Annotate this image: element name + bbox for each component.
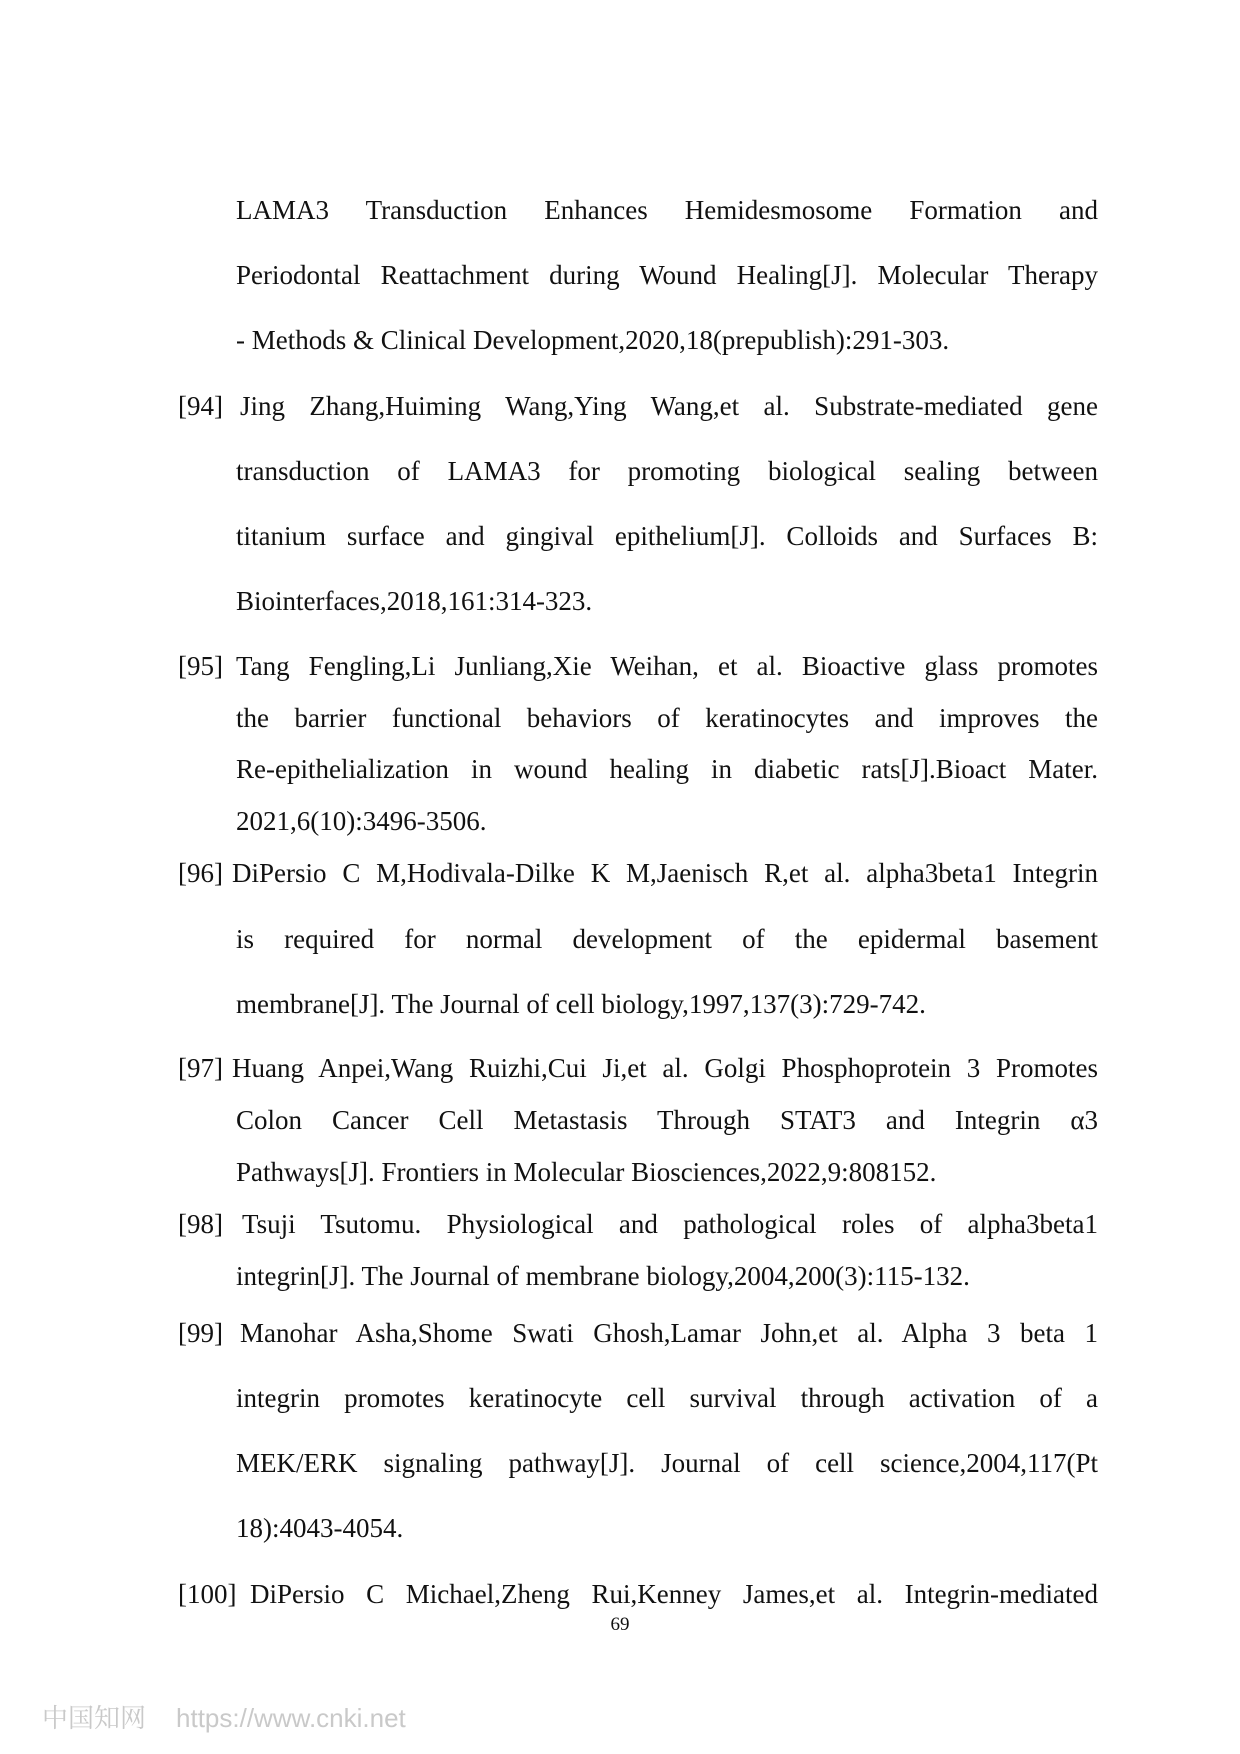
ref-99-line-1: Manohar Asha,Shome Swati Ghosh,Lamar John,et al. Alpha 3 beta 1 <box>240 1318 1098 1348</box>
ref-100-number: [100] <box>178 1579 237 1609</box>
cnki-watermark <box>42 1698 406 1735</box>
ref-99-line-4: 18):4043-4054. <box>236 1513 404 1543</box>
ref-94-line-4: Biointerfaces,2018,161:314-323. <box>236 586 593 616</box>
ref-97-line-3: Pathways[J]. Frontiers in Molecular Biosciences,2022,9:808152. <box>236 1157 937 1187</box>
ref-96-line-3: membrane[J]. The Journal of cell biology,1997,137(3):729-742. <box>236 989 926 1019</box>
ref-94-line-3: titanium surface and gingival epithelium[J]. Colloids and Surfaces B: <box>236 521 1098 551</box>
watermark-url: https://www.cnki.net <box>176 1703 406 1733</box>
ref-99-line-3: MEK/ERK signaling pathway[J]. Journal of cell science,2004,117(Pt <box>236 1448 1098 1478</box>
watermark-brand: 中国知网 <box>42 1703 147 1733</box>
ref-95-line-3: Re-epithelialization in wound healing in diabetic rats[J].Bioact Mater. <box>236 754 1098 784</box>
ref-95-line-4: 2021,6(10):3496-3506. <box>236 806 487 836</box>
ref-95-line-2: the barrier functional behaviors of keratinocytes and improves the <box>236 703 1098 733</box>
ref-93-line-3: - Methods & Clinical Development,2020,18(prepublish):291-303. <box>236 325 950 355</box>
page-number: 69 <box>610 1614 630 1635</box>
ref-94-line-1: Jing Zhang,Huiming Wang,Ying Wang,et al. Substrate-mediated gene <box>240 391 1098 421</box>
ref-96-number: [96] <box>178 858 223 888</box>
ref-99-line-2: integrin promotes keratinocyte cell survival through activation of a <box>236 1383 1098 1413</box>
ref-98-line-2: integrin[J]. The Journal of membrane biology,2004,200(3):115-132. <box>236 1261 970 1291</box>
ref-93-line-2: Periodontal Reattachment during Wound Healing[J]. Molecular Therapy <box>236 260 1098 290</box>
ref-99-number: [99] <box>178 1318 223 1348</box>
ref-97-line-2: Colon Cancer Cell Metastasis Through STAT3 and Integrin α3 <box>236 1105 1098 1135</box>
ref-94-line-2: transduction of LAMA3 for promoting biological sealing between <box>236 456 1098 486</box>
ref-95-number: [95] <box>178 651 223 681</box>
ref-98-line-1: Tsuji Tsutomu. Physiological and pathological roles of alpha3beta1 <box>242 1209 1098 1239</box>
ref-97-number: [97] <box>178 1053 223 1083</box>
ref-93-line-1: LAMA3 Transduction Enhances Hemidesmosome Formation and <box>236 195 1098 225</box>
ref-95-line-1: Tang Fengling,Li Junliang,Xie Weihan, et al. Bioactive glass promotes <box>236 651 1098 681</box>
ref-97-line-1: Huang Anpei,Wang Ruizhi,Cui Ji,et al. Golgi Phosphoprotein 3 Promotes <box>232 1053 1098 1083</box>
ref-100-line-1: DiPersio C Michael,Zheng Rui,Kenney James,et al. Integrin-mediated <box>250 1579 1098 1609</box>
ref-96-line-1: DiPersio C M,Hodivala-Dilke K M,Jaenisch R,et al. alpha3beta1 Integrin <box>232 858 1098 888</box>
ref-98-number: [98] <box>178 1209 223 1239</box>
ref-94-number: [94] <box>178 391 223 421</box>
ref-96-line-2: is required for normal development of the epidermal basement <box>236 924 1098 954</box>
